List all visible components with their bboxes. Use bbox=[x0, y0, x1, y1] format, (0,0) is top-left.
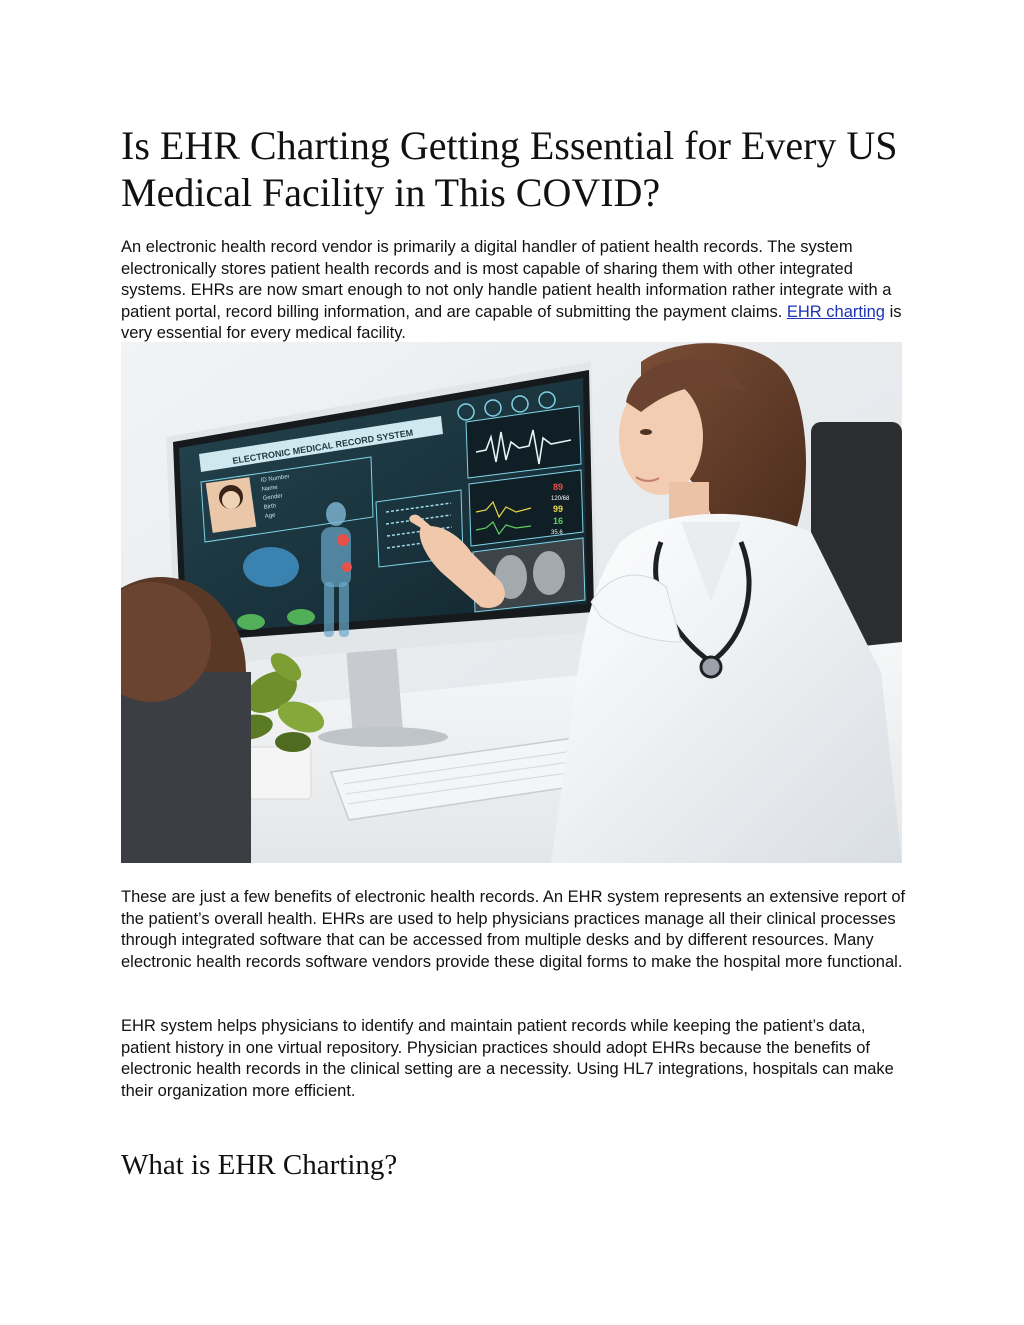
field-age: Age bbox=[264, 512, 276, 520]
article-title: Is EHR Charting Getting Essential for Every US Medical Facility in This COVID? bbox=[121, 123, 898, 215]
vital-blood-pressure: 120/68 bbox=[551, 496, 570, 502]
intro-paragraph bbox=[121, 237, 911, 345]
vital-resp: 16 bbox=[553, 516, 564, 526]
vital-spo2: 99 bbox=[553, 504, 564, 514]
intro-text-after-link: is very essential for every medical facility. bbox=[121, 302, 902, 342]
doctor-ehr-photo bbox=[121, 342, 902, 863]
benefits-paragraph: These are just a few benefits of electronic health records. An EHR system represents an extensive report of the patient’s overall health. EHRs are used to help physicians practices manage all their clinical processes through integrated software that can be accessed from multiple desks and by different resources. Many electronic health records software vendors provide these digital forms to make the hospital more functional. bbox=[121, 888, 906, 971]
field-birth: Birth bbox=[263, 503, 277, 511]
ehr-charting-link[interactable]: EHR charting bbox=[786, 302, 885, 321]
vital-heart-rate: 89 bbox=[553, 482, 564, 492]
vital-temp: 35.6 bbox=[551, 530, 563, 536]
field-name: Name bbox=[261, 484, 279, 493]
field-id: ID Number bbox=[260, 474, 291, 484]
screen-title: ELECTRONIC MEDICAL RECORD SYSTEM bbox=[231, 427, 414, 466]
field-gender: Gender bbox=[262, 493, 284, 502]
ehr-system-paragraph: EHR system helps physicians to identify and maintain patient records while keeping the patient’s data, patient history in one virtual repository. Physician practices should adopt EHRs because the benefits of electronic health records in the clinical setting are a necessity. Using HL7 integrations, hospitals can make their organization more efficient. bbox=[121, 1017, 894, 1100]
intro-text-before-link: An electronic health record vendor is primarily a digital handler of patient health records. The system electronically stores patient health records and is most capable of sharing them with other integrated systems. EHRs are now smart enough to not only handle patient health information rather integrate with a patient portal, record billing information, and are capable of submitting the payment claims. bbox=[121, 238, 892, 321]
section-heading: What is EHR Charting? bbox=[121, 1149, 398, 1181]
